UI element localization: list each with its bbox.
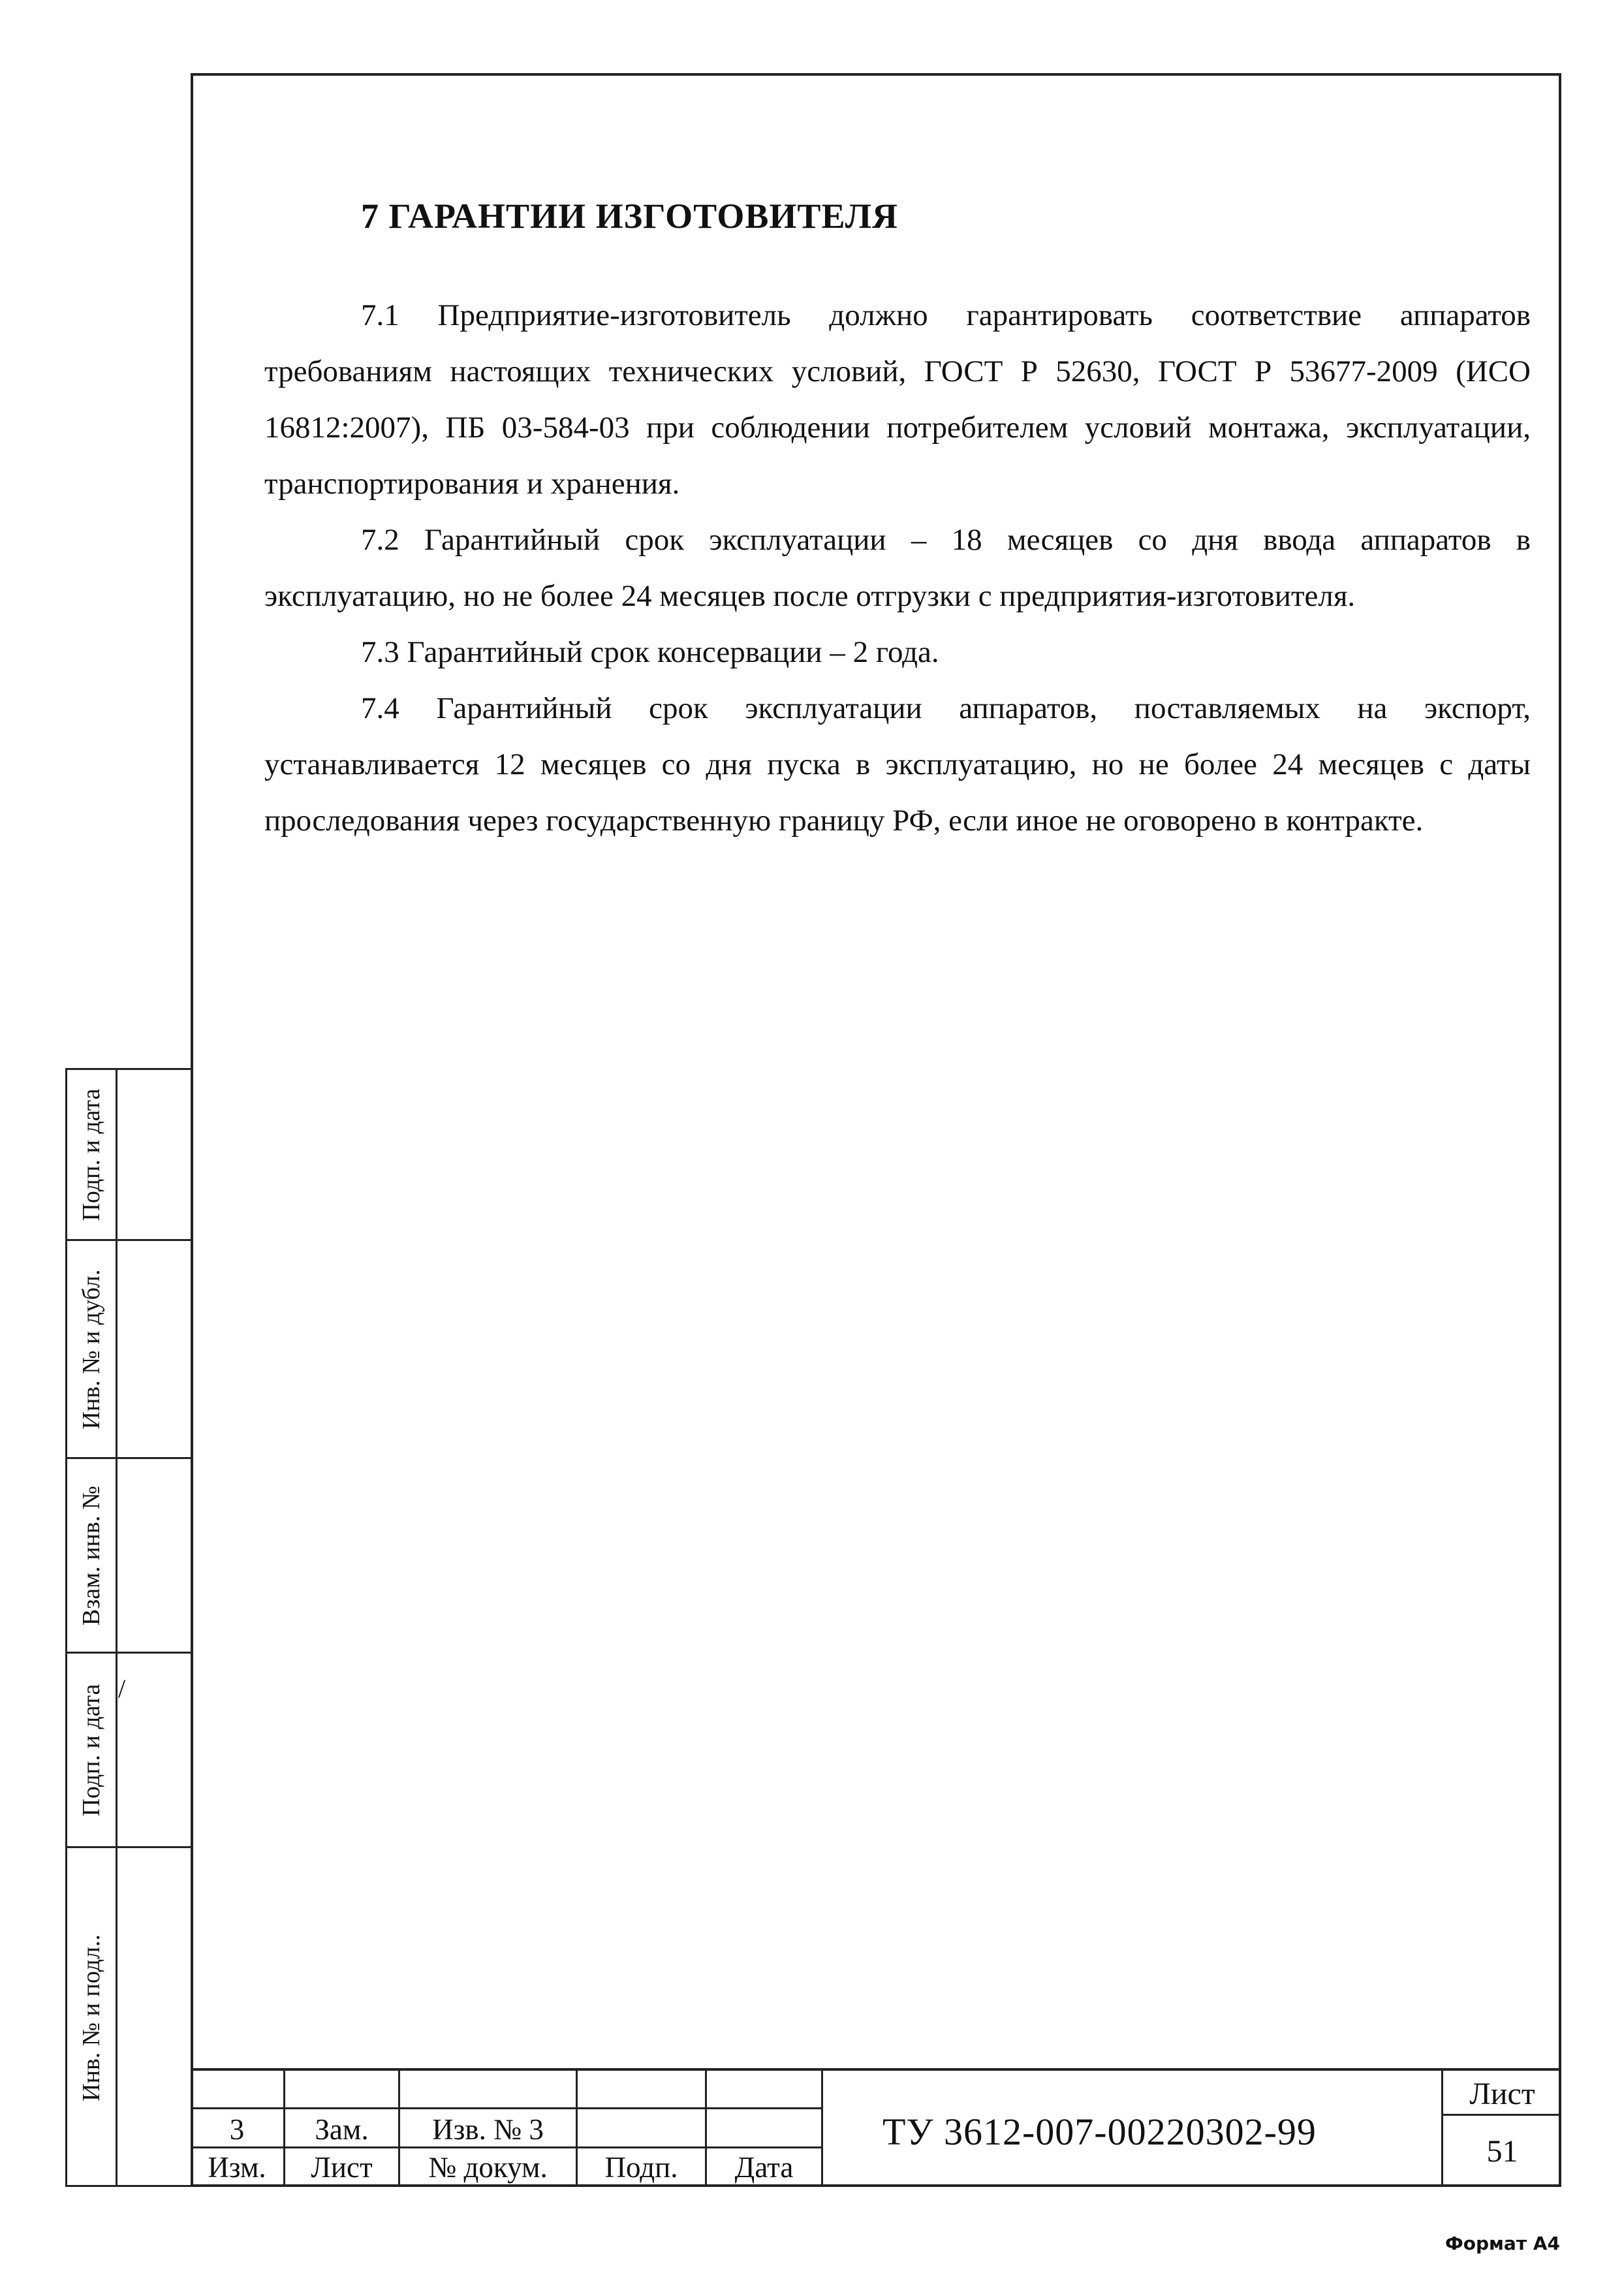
paragraph-7-3: 7.3 Гарантийный срок консервации – 2 года.: [361, 635, 939, 669]
side-label: Подп. и дата: [78, 1683, 105, 1817]
change-number: 3: [229, 2113, 245, 2146]
title-block: [191, 2068, 1561, 2187]
margin-stamp-strip: [65, 1068, 191, 2187]
side-label: Инв. № и подл..: [78, 1934, 105, 2101]
side-label: Подп. и дата: [78, 1088, 105, 1221]
handwritten-mark: /: [118, 1674, 126, 1703]
header-date: Дата: [734, 2151, 794, 2184]
change-document: Изв. № 3: [432, 2113, 544, 2146]
side-cell-inv-dubl: [67, 1241, 191, 1459]
change-sheet: Зам.: [315, 2113, 369, 2146]
side-cell-sign-date-1: [67, 1070, 191, 1241]
header-list: Лист: [311, 2151, 373, 2184]
side-cell-vzam-inv: [67, 1459, 191, 1654]
header-doc: № докум.: [428, 2151, 548, 2184]
header-sign: Подп.: [604, 2151, 678, 2184]
paragraph-7-4: 7.4 Гарантийный срок эксплуатации аппаратов, поставляемых на экспорт, устанавливается 12 месяцев со дня пуска в эксплуатацию, но не более 24 месяцев с даты проследования через государственную границу РФ, если иное не оговорено в контракте.: [264, 691, 1531, 838]
document-code: ТУ 3612-007-00220302-99: [882, 2111, 1317, 2153]
paragraph-7-1: 7.1 Предприятие-изготовитель должно гарантировать соответствие аппаратов требованиям настоящих технических условий, ГОСТ Р 52630, ГОСТ Р 53677-2009 (ИСО 16812:2007), ПБ 03-584-03 при соблюдении потребителем условий монтажа, эксплуатации, транспортирования и хранения.: [264, 298, 1531, 501]
header-izm: Изм.: [208, 2151, 266, 2184]
sheet-number: 51: [1486, 2134, 1518, 2169]
side-cell-inv-podl: [67, 1848, 191, 2187]
paragraph-7-2: 7.2 Гарантийный срок эксплуатации – 18 месяцев со дня ввода аппаратов в эксплуатацию, но не более 24 месяцев после отгрузки с предприятия-изготовителя.: [264, 523, 1531, 613]
side-label: Инв. № и дубл.: [78, 1269, 105, 1429]
sheet-label: Лист: [1469, 2077, 1535, 2111]
paper-format-label: Формат А4: [1445, 2233, 1560, 2254]
side-label: Взам. инв. №: [78, 1485, 105, 1626]
side-cell-sign-date-2: [67, 1654, 191, 1848]
section-title: 7 ГАРАНТИИ ИЗГОТОВИТЕЛЯ: [361, 196, 898, 236]
